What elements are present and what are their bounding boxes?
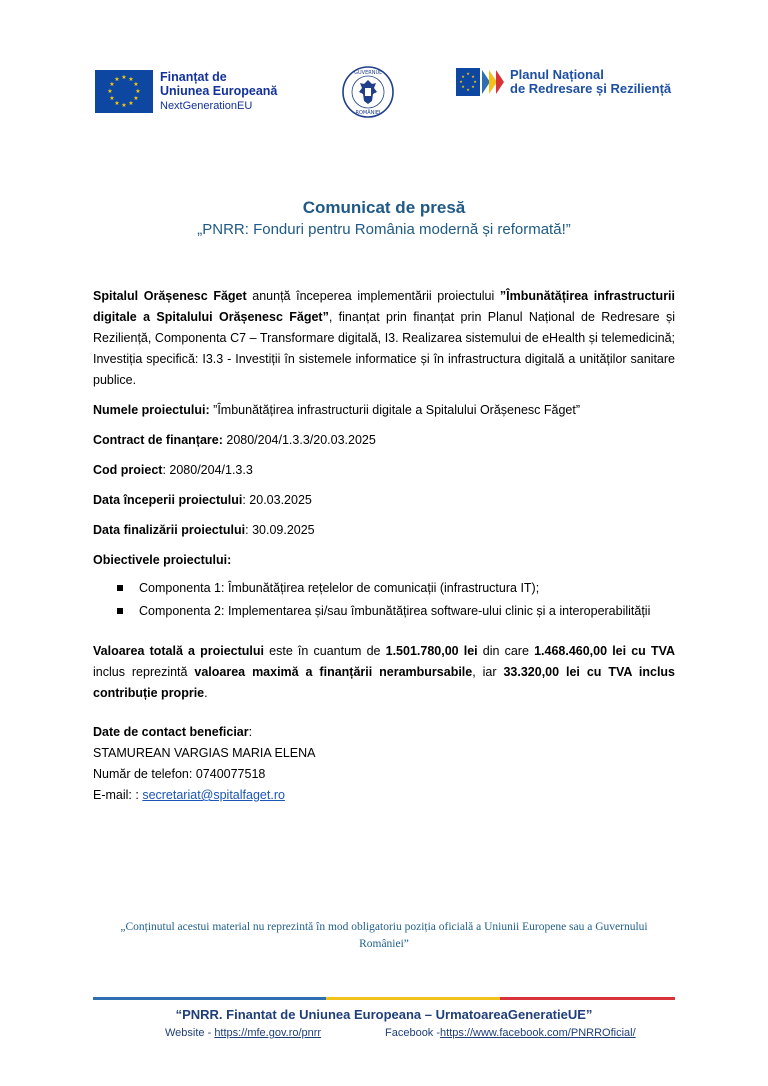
svg-text:★: ★ xyxy=(107,88,113,95)
footer-links xyxy=(165,1027,636,1039)
field-label: Contract de finanțare: xyxy=(93,433,223,447)
svg-text:★: ★ xyxy=(114,76,120,83)
svg-text:★: ★ xyxy=(109,95,115,102)
svg-text:★: ★ xyxy=(466,71,470,76)
grant-value: 1.468.460,00 lei cu TVA xyxy=(534,644,676,658)
facebook-group xyxy=(385,1027,636,1039)
hospital-name: Spitalul Orășenesc Făget xyxy=(93,289,247,303)
field-value: : 30.09.2025 xyxy=(245,523,315,537)
contact-block xyxy=(93,722,675,806)
value-text: este în cuantum de xyxy=(264,644,386,658)
seal-text-bottom: ROMÂNIEI xyxy=(355,110,381,116)
value-text: din care xyxy=(477,644,535,658)
field-project-name xyxy=(93,400,675,421)
project-title: ”Îmbunătățirea infrastructurii digitale a Spitalului Orășenesc Făget” xyxy=(93,289,676,324)
pnrr-logo-line1: Planul Național xyxy=(510,67,604,82)
list-item xyxy=(93,602,675,621)
field-start-date xyxy=(93,490,675,511)
field-value: : 2080/204/1.3.3 xyxy=(162,463,253,477)
field-project-code xyxy=(93,460,675,481)
intro-text-2: , finanțat prin finanțat prin Planul Național de Redresare și Reziliență, Componenta C7 – Transformare digitală, I3. Realizarea sistemului de eHealth și telemedicină; Investiția specifică: I3.3 - Investiții în sistemele informatice și în infrastructura digitală a unităților sanitare publice. xyxy=(93,310,676,387)
svg-text:★: ★ xyxy=(466,87,470,92)
romanian-government-seal-icon xyxy=(342,66,394,118)
footer-divider xyxy=(93,997,675,1000)
contact-label: Date de contact beneficiar xyxy=(93,725,249,739)
press-release-body xyxy=(93,286,675,806)
svg-text:★: ★ xyxy=(114,100,120,107)
field-label: Data începerii proiectului xyxy=(93,493,243,507)
field-value: : 20.03.2025 xyxy=(242,493,312,507)
value-text: , iar xyxy=(472,665,504,679)
svg-text:★: ★ xyxy=(133,81,139,88)
svg-text:★: ★ xyxy=(461,84,465,89)
pnrr-logo xyxy=(456,68,686,98)
bullet-icon xyxy=(117,585,123,591)
value-text: inclus reprezintă xyxy=(93,665,195,679)
eu-logo-line2: Uniunea Europeană xyxy=(160,84,278,98)
pnrr-logo-line2: de Redresare și Reziliență xyxy=(510,81,672,96)
facebook-label: Facebook - xyxy=(385,1027,441,1039)
svg-text:★: ★ xyxy=(128,100,134,107)
project-value-paragraph xyxy=(93,641,675,704)
total-value: 1.501.780,00 lei xyxy=(385,644,478,658)
svg-text:★: ★ xyxy=(461,74,465,79)
page-title: Comunicat de presă xyxy=(302,198,466,217)
field-end-date xyxy=(93,520,675,541)
eu-flag-icon xyxy=(95,70,153,113)
contact-name: STAMUREAN VARGIAS MARIA ELENA xyxy=(93,746,316,760)
facebook-link[interactable]: https://www.facebook.com/PNRROficial/ xyxy=(440,1027,636,1039)
page-subtitle: „PNRR: Fonduri pentru România modernă și reformată!” xyxy=(197,221,571,238)
field-value: ”Îmbunătățirea infrastructurii digitale a Spitalului Orășenesc Făget” xyxy=(209,403,580,417)
email-prefix: E-mail: : xyxy=(93,788,143,802)
field-label: Numele proiectului: xyxy=(93,403,210,417)
eu-logo-line1: Finanțat de xyxy=(160,70,227,84)
objectives-label: Obiectivele proiectului: xyxy=(93,553,232,567)
svg-text:★: ★ xyxy=(128,76,134,83)
svg-text:★: ★ xyxy=(133,95,139,102)
contact-colon: : xyxy=(248,725,253,739)
svg-text:★: ★ xyxy=(473,79,477,84)
contact-email-row xyxy=(93,785,675,806)
value-label: Valoarea totală a proiectului xyxy=(93,644,265,658)
svg-text:★: ★ xyxy=(459,79,463,84)
objective-text: Componenta 1: Îmbunătățirea rețelelor de comunicații (infrastructura IT); xyxy=(139,581,540,595)
eu-funding-logo xyxy=(95,70,295,114)
svg-text:★: ★ xyxy=(471,84,475,89)
field-label: Data finalizării proiectului xyxy=(93,523,246,537)
intro-paragraph xyxy=(93,286,675,391)
intro-text-1: anunță începerea implementării proiectului xyxy=(246,289,500,303)
objectives-list xyxy=(93,579,675,621)
field-value: 2080/204/1.3.3/20.03.2025 xyxy=(222,433,376,447)
eu-logo-line3: NextGenerationEU xyxy=(160,100,253,112)
disclaimer-text: „Conținutul acestui material nu reprezintă în mod obligatoriu poziția oficială a Uniunii Europene sau a Guvernului României” xyxy=(120,921,648,950)
email-link[interactable]: secretariat@spitalfaget.ro xyxy=(142,788,285,802)
objective-text: Componenta 2: Implementarea și/sau îmbunătățirea software-ului clinic și a interoperabilității xyxy=(139,604,651,618)
own-contribution: 33.320,00 lei cu TVA inclus contribuție proprie xyxy=(93,665,676,700)
field-contract xyxy=(93,430,675,451)
contact-phone: Număr de telefon: 0740077518 xyxy=(93,767,266,781)
svg-text:★: ★ xyxy=(135,88,141,95)
pnrr-flag-icon xyxy=(456,68,506,96)
list-item xyxy=(93,579,675,598)
value-text: . xyxy=(204,686,208,700)
svg-text:★: ★ xyxy=(109,81,115,88)
field-label: Cod proiect xyxy=(93,463,163,477)
svg-text:★: ★ xyxy=(121,102,127,109)
grant-label: valoarea maximă a finanțării nerambursabile xyxy=(194,665,473,679)
website-link[interactable]: https://mfe.gov.ro/pnrr xyxy=(214,1027,322,1039)
svg-text:★: ★ xyxy=(471,74,475,79)
objectives-heading xyxy=(93,550,675,571)
bullet-icon xyxy=(117,608,123,614)
footer-slogan: “PNRR. Finantat de Uniunea Europeana – UrmatoareaGeneratieUE” xyxy=(175,1007,593,1022)
website-label: Website - xyxy=(165,1027,215,1039)
seal-text-top: GUVERNUL xyxy=(354,70,382,76)
svg-text:★: ★ xyxy=(121,74,127,81)
contact-heading xyxy=(93,722,675,743)
